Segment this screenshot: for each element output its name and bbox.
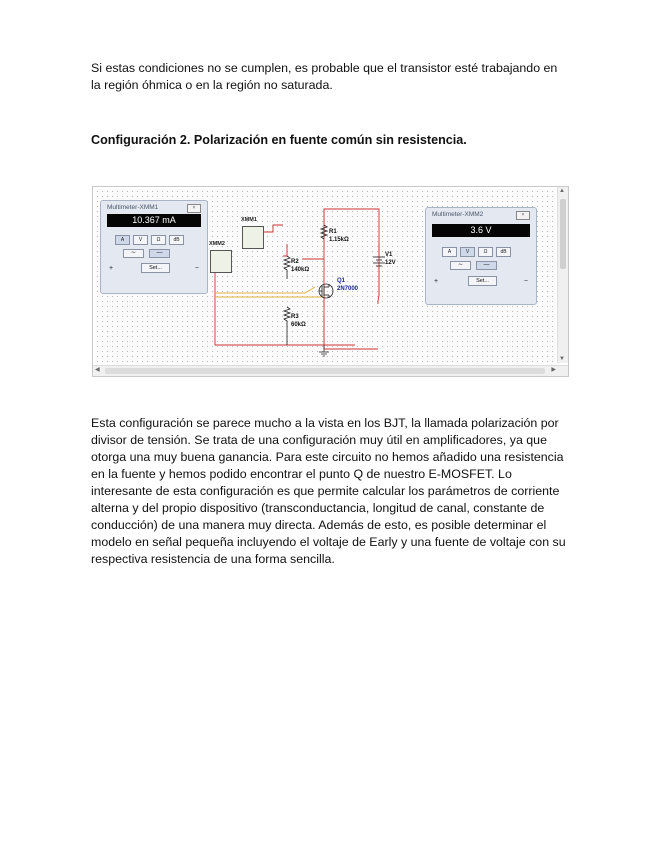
multimeter-xmm1-panel[interactable] <box>100 200 208 294</box>
set-button[interactable]: Set... <box>468 276 497 286</box>
set-button[interactable]: Set... <box>141 263 170 273</box>
ac-wave-icon[interactable]: ∼ <box>450 261 471 270</box>
mode-db-button[interactable]: dB <box>169 235 184 245</box>
v1-value: 12V <box>385 260 396 266</box>
scroll-up-icon[interactable]: ▲ <box>559 188 565 194</box>
q1-model: 2N7000 <box>337 286 359 292</box>
vertical-scrollbar[interactable] <box>557 187 568 363</box>
r2-label: R2 <box>291 259 299 265</box>
paragraph-explanation: Esta configuración se parece mucho a la vista en los BJT, la llamada polarización por divisor de tensión. Se trata de una configuración muy útil en amplificadores, ya que otorga una muy buena ganancia. Para este circuito no hemos añadido una resistencia en la fuente y hemos podido encontrar el punto Q de nuestro E-MOSFET. Lo interesante de esta configuración es que permite calcular los parámetros de corriente alterna y del propio dispositivo (transconductancia, longitud de canal, constante de conducción) de una manera muy directa. Además de esto, es posible determinar el modelo en señal pequeña incluyendo el voltaje de Early y una fuente de voltaje con su respectiva resistencia de una forma sencilla. <box>91 416 566 566</box>
xmm1-instrument-icon[interactable] <box>242 226 264 249</box>
close-icon[interactable]: × <box>516 211 530 220</box>
r3-label: R3 <box>291 314 299 320</box>
probe-wire <box>215 287 324 297</box>
resistor-r3[interactable] <box>284 307 290 345</box>
mode-ammeter-button[interactable]: A <box>442 247 457 257</box>
scroll-down-icon[interactable]: ▼ <box>559 356 565 362</box>
multimeter-display: 3.6 V <box>432 224 530 237</box>
mode-ohmmeter-button[interactable]: Ω <box>478 247 493 257</box>
xmm2-instrument-icon[interactable] <box>210 250 232 273</box>
scroll-left-icon[interactable]: ◀ <box>95 367 100 373</box>
xmm2-label: XMM2 <box>209 241 225 247</box>
r1-value: 1.15kΩ <box>329 237 349 243</box>
schematic-canvas <box>95 189 555 363</box>
circuit-simulator-screenshot <box>92 186 569 377</box>
multimeter-title: Multimeter-XMM2 <box>432 211 484 218</box>
mode-db-button[interactable]: dB <box>496 247 511 257</box>
scroll-thumb[interactable] <box>560 199 566 269</box>
q1-label: Q1 <box>337 278 346 284</box>
xmm1-label: XMM1 <box>241 217 257 223</box>
minus-terminal-icon: − <box>194 265 199 272</box>
minus-terminal-icon: − <box>523 278 528 285</box>
r1-label: R1 <box>329 229 337 235</box>
paragraph-intro: Si estas condiciones no se cumplen, es probable que el transistor esté trabajando en la región óhmica o en la región no saturada. <box>91 61 558 92</box>
mode-voltmeter-button[interactable]: V <box>460 247 475 257</box>
multimeter-display: 10.367 mA <box>107 214 201 227</box>
dc-line-icon[interactable]: — <box>149 249 170 258</box>
multimeter-title: Multimeter-XMM1 <box>107 204 159 211</box>
close-icon[interactable]: × <box>187 204 201 213</box>
mosfet-q1[interactable] <box>319 284 333 298</box>
section-heading: Configuración 2. Polarización en fuente común sin resistencia. <box>91 133 467 147</box>
dc-line-icon[interactable]: — <box>476 261 497 270</box>
ground-wire <box>319 345 329 356</box>
r3-value: 60kΩ <box>291 322 306 328</box>
mode-ohmmeter-button[interactable]: Ω <box>151 235 166 245</box>
ac-wave-icon[interactable]: ∼ <box>123 249 144 258</box>
plus-terminal-icon: + <box>109 265 114 272</box>
resistor-r2[interactable] <box>284 256 290 279</box>
mode-ammeter-button[interactable]: A <box>115 235 130 245</box>
r2-value: 140kΩ <box>291 267 310 273</box>
v1-label: V1 <box>385 252 393 258</box>
horizontal-scrollbar[interactable] <box>93 365 568 376</box>
multimeter-xmm2-panel[interactable] <box>425 207 537 305</box>
mode-voltmeter-button[interactable]: V <box>133 235 148 245</box>
scroll-right-icon[interactable]: ▶ <box>551 367 556 373</box>
scroll-thumb[interactable] <box>105 368 545 374</box>
plus-terminal-icon: + <box>434 278 439 285</box>
